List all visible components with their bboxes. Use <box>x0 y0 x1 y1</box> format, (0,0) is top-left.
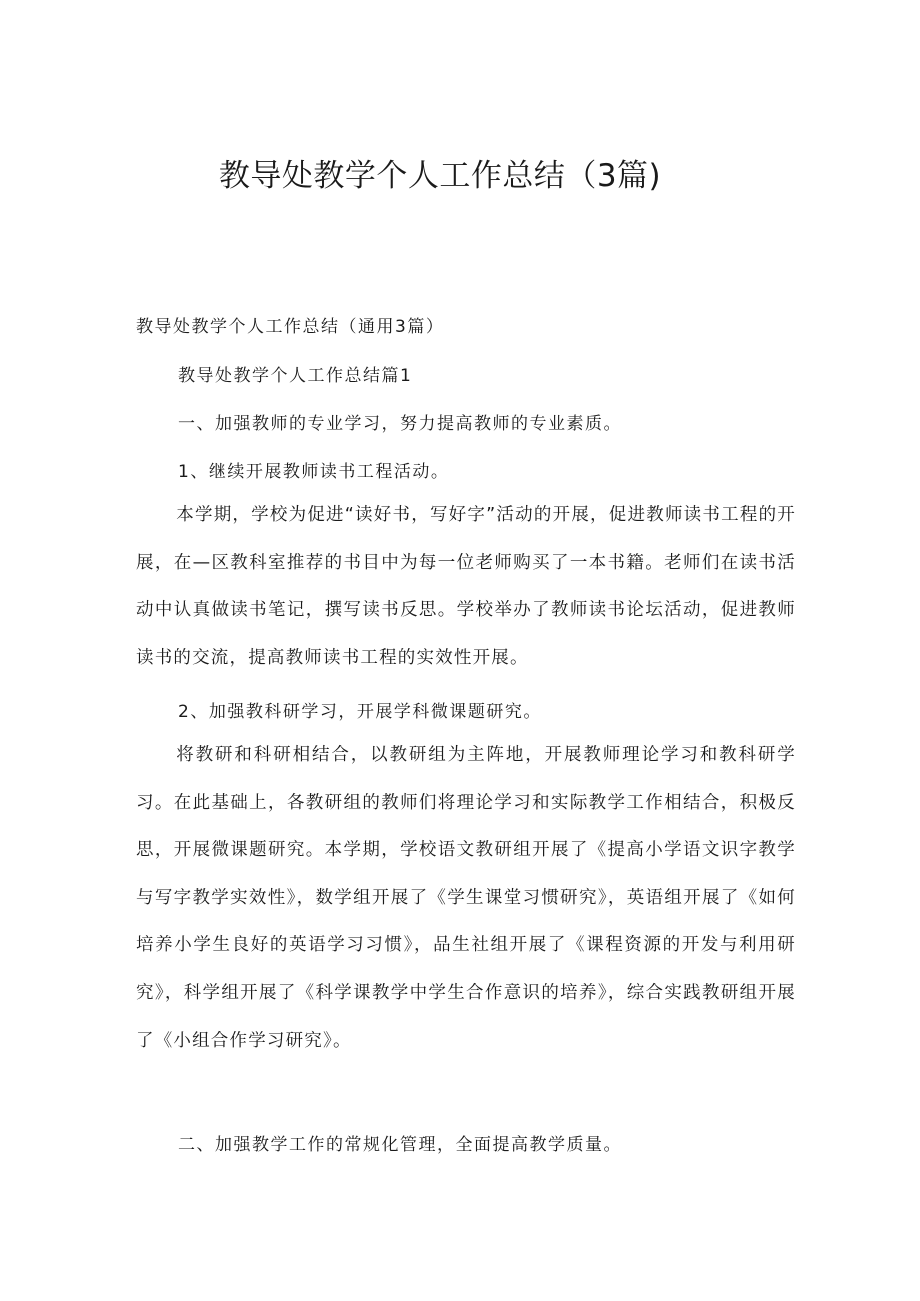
item-1: 1、继续开展教师读书工程活动。 <box>178 462 450 482</box>
heading-2: 二、加强教学工作的常规化管理，全面提高教学质量。 <box>178 1135 622 1155</box>
item-2: 2、加强教科研学习，开展学科微课题研究。 <box>178 702 542 722</box>
document-subtitle: 教导处教学个人工作总结（通用3篇） <box>136 317 445 337</box>
document-title: 教导处教学个人工作总结（3篇) <box>218 158 662 194</box>
paragraph-1: 本学期，学校为促进“读好书，写好字”活动的开展，促进教师读书工程的开展，在—区教科室推荐的书目中为每一位老师购买了一本书籍。老师们在读书活动中认真做读书笔记，撰写读书反思。学校举办了教师读书论坛活动，促进教师读书的交流，提高教师读书工程的实效性开展。 <box>136 505 796 668</box>
section-heading: 教导处教学个人工作总结篇1 <box>178 366 413 386</box>
heading-1: 一、加强教师的专业学习，努力提高教师的专业素质。 <box>178 414 622 434</box>
paragraph-2: 将教研和科研相结合，以教研组为主阵地，开展教师理论学习和教科研学习。在此基础上，各教研组的教师们将理论学习和实际教学工作相结合，积极反思，开展微课题研究。本学期，学校语文教研组开展了《提高小学语文识字教学与写字教学实效性》，数学组开展了《学生课堂习惯研究》，英语组开展了《如何培养小学生良好的英语学习习惯》，品生社组开展了《课程资源的开发与利用研究》，科学组开展了《科学课教学中学生合作意识的培养》，综合实践教研组开展了《小组合作学习研究》。 <box>136 745 796 1051</box>
